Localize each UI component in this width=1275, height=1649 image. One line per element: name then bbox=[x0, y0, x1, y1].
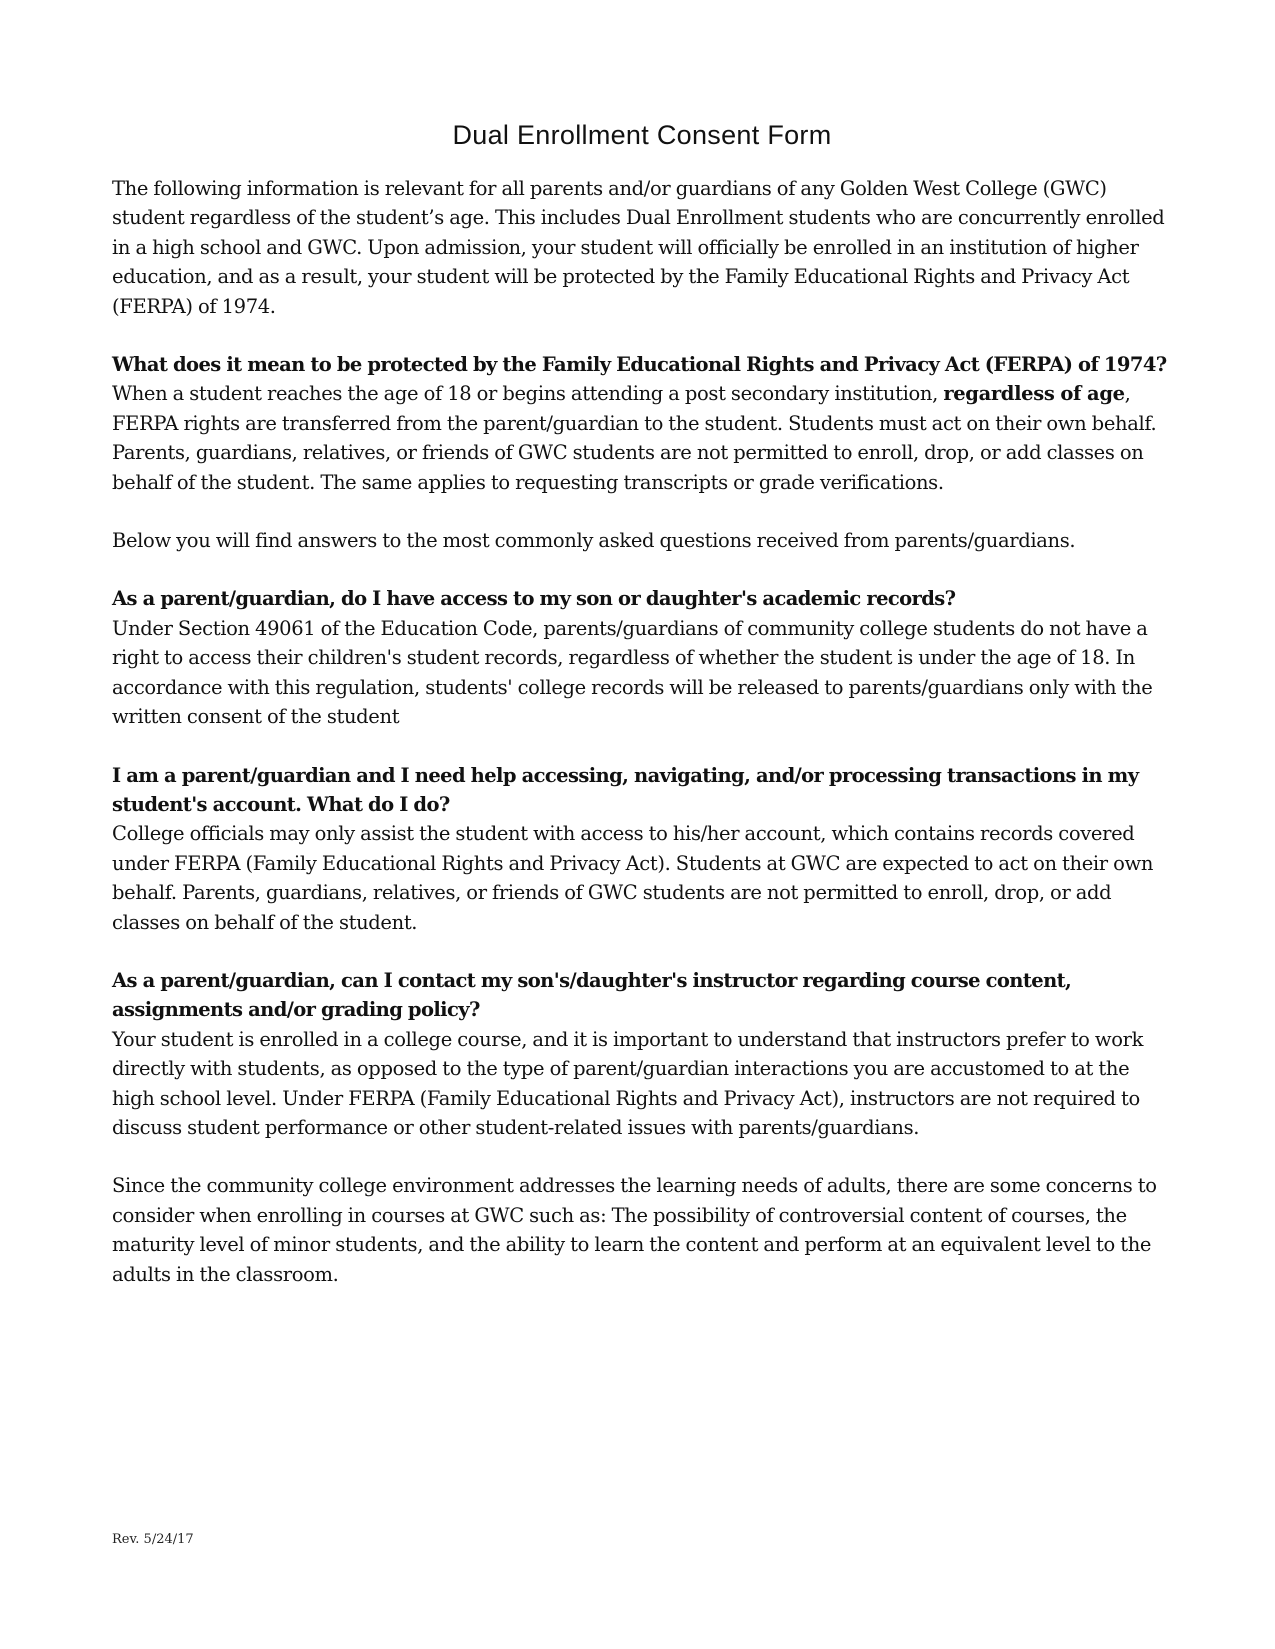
account-help-question-heading: I am a parent/guardian and I need help accessing, navigating, and/or processing transactions in my student's account. What do I do? bbox=[112, 763, 1139, 816]
page-title: Dual Enrollment Consent Form bbox=[452, 120, 832, 150]
spacer bbox=[112, 555, 1172, 584]
intro-paragraph: The following information is relevant for all parents and/or guardians of any Golden West College (GWC) student regardless of the student’s age. This includes Dual Enrollment students who are concurrently enrolled in a high school and GWC. Upon admission, your student will officially be enrolled in an institution of higher education, and as a result, your student will be protected by the Family Educational Rights and Privacy Act (FERPA) of 1974. bbox=[112, 177, 1165, 318]
records-access-question-heading: As a parent/guardian, do I have access to my son or daughter's academic records? bbox=[112, 587, 956, 611]
records-access-answer-paragraph: Under Section 49061 of the Education Code, parents/guardians of community college students do not have a right to access their children's student records, regardless of whether the student is under the age of 18. In accordance with this regulation, students' college records will be released to parents/guardians only with the written consent of the student bbox=[112, 616, 1153, 729]
ferpa-answer-paragraph bbox=[112, 379, 1172, 497]
ferpa-answer-end: , FERPA rights are transferred from the parent/guardian to the student. Students must act on their own behalf. Parents, guardians, relatives, or friends of GWC students are not permitted to enroll, drop, or add classes on behalf of the student. The same applies to requesting transcripts or grade verifications. bbox=[112, 382, 1157, 494]
spacer bbox=[112, 937, 1172, 966]
spacer bbox=[112, 321, 1172, 350]
ferpa-answer-emphasis: regardless of age bbox=[943, 382, 1125, 406]
instructor-contact-answer-paragraph: Your student is enrolled in a college course, and it is important to understand that instructors prefer to work directly with students, as opposed to the type of parent/guardian interactions you are accustomed to at the high school level. Under FERPA (Family Educational Rights and Privacy Act), instructors are not required to discuss student performance or other student-related issues with parents/guardians. bbox=[112, 1027, 1144, 1139]
faq-intro-paragraph: Below you will find answers to the most commonly asked questions received from parents/guardians. bbox=[112, 529, 1076, 553]
spacer bbox=[112, 497, 1172, 526]
account-help-answer-paragraph: College officials may only assist the student with access to his/her account, which contains records covered under FERPA (Family Educational Rights and Privacy Act). Students at GWC are expected to act on their own behalf. Parents, guardians, relatives, or friends of GWC students are not permitted to enroll, drop, or add classes on behalf of the student. bbox=[112, 822, 1154, 934]
document-page bbox=[112, 118, 1172, 1289]
instructor-contact-question-heading: As a parent/guardian, can I contact my son's/daughter's instructor regarding course content, assignments and/or grading policy? bbox=[112, 968, 1072, 1022]
ferpa-answer-start: When a student reaches the age of 18 or begins attending a post secondary institution, bbox=[112, 382, 944, 406]
spacer bbox=[112, 732, 1172, 761]
revision-footer: Rev. 5/24/17 bbox=[112, 1532, 194, 1547]
spacer bbox=[112, 1142, 1172, 1171]
ferpa-question-heading: What does it mean to be protected by the Family Educational Rights and Privacy Act (FERPA) of 1974? bbox=[112, 353, 1167, 377]
closing-paragraph: Since the community college environment addresses the learning needs of adults, there are some concerns to consider when enrolling in courses at GWC such as: The possibility of controversial content of courses, the maturity level of minor students, and the ability to learn the content and perform at an equivalent level to the adults in the classroom. bbox=[112, 1174, 1157, 1286]
